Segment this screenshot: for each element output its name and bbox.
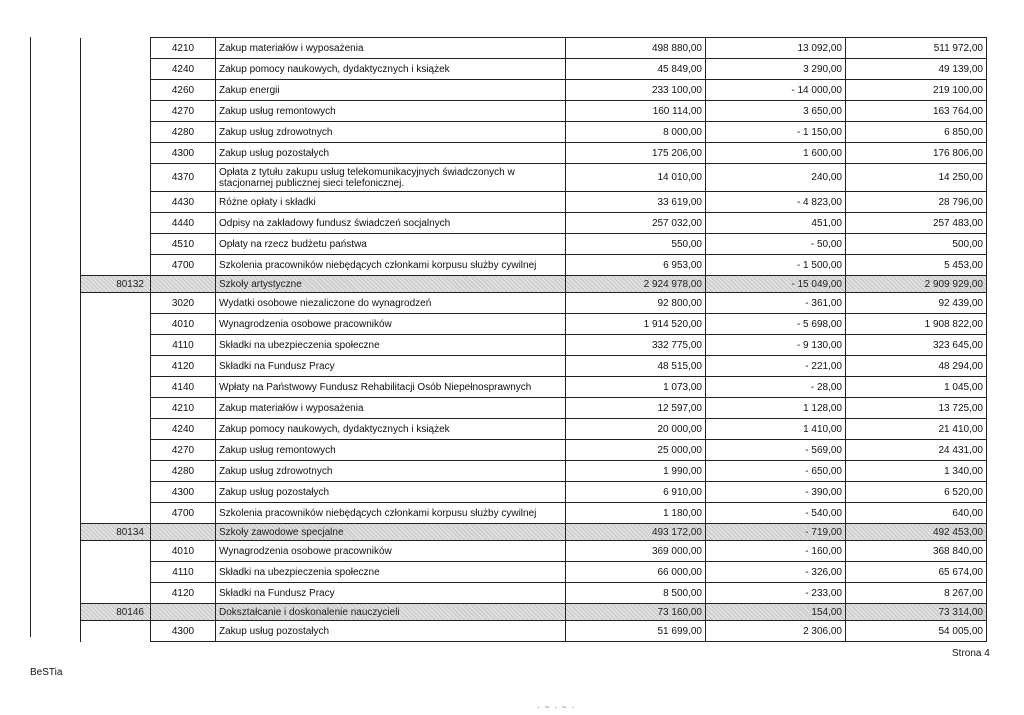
change-value: 1 410,00 — [706, 419, 846, 440]
after-change-value: 257 483,00 — [846, 213, 987, 234]
plan-value: 1 990,00 — [566, 461, 706, 482]
change-value: 451,00 — [706, 213, 846, 234]
paragraph-code: 4280 — [151, 461, 216, 482]
dzial-cell — [81, 293, 151, 314]
budget-table — [80, 37, 987, 642]
change-value: 240,00 — [706, 164, 846, 192]
change-value: - 160,00 — [706, 541, 846, 562]
dzial-cell — [81, 213, 151, 234]
table-row — [81, 255, 987, 276]
table-row — [81, 440, 987, 461]
section-after-value: 492 453,00 — [846, 524, 987, 541]
plan-value: 369 000,00 — [566, 541, 706, 562]
plan-value: 6 953,00 — [566, 255, 706, 276]
table-row — [81, 38, 987, 59]
plan-value: 12 597,00 — [566, 398, 706, 419]
dzial-cell — [81, 164, 151, 192]
table-row — [81, 234, 987, 255]
table-row — [81, 621, 987, 642]
change-value: - 569,00 — [706, 440, 846, 461]
section-row — [81, 276, 987, 293]
table-row — [81, 192, 987, 213]
item-name: Różne opłaty i składki — [216, 192, 566, 213]
table-row — [81, 377, 987, 398]
dzial-cell — [81, 143, 151, 164]
dzial-cell — [81, 101, 151, 122]
paragraph-code: 4110 — [151, 562, 216, 583]
section-par-empty — [151, 276, 216, 293]
dzial-cell — [81, 255, 151, 276]
paragraph-code: 4110 — [151, 335, 216, 356]
section-after-value: 73 314,00 — [846, 604, 987, 621]
paragraph-code: 4430 — [151, 192, 216, 213]
after-change-value: 1 908 822,00 — [846, 314, 987, 335]
after-change-value: 323 645,00 — [846, 335, 987, 356]
plan-value: 550,00 — [566, 234, 706, 255]
after-change-value: 163 764,00 — [846, 101, 987, 122]
change-value: - 650,00 — [706, 461, 846, 482]
change-value: 13 092,00 — [706, 38, 846, 59]
after-change-value: 21 410,00 — [846, 419, 987, 440]
change-value: - 14 000,00 — [706, 80, 846, 101]
change-value: 1 600,00 — [706, 143, 846, 164]
change-value: - 5 698,00 — [706, 314, 846, 335]
change-value: - 9 130,00 — [706, 335, 846, 356]
item-name: Szkolenia pracowników niebędących członkami korpusu służby cywilnej — [216, 255, 566, 276]
change-value: - 1 150,00 — [706, 122, 846, 143]
paragraph-code: 4120 — [151, 356, 216, 377]
dzial-cell — [81, 234, 151, 255]
plan-value: 48 515,00 — [566, 356, 706, 377]
dzial-cell — [81, 503, 151, 524]
plan-value: 92 800,00 — [566, 293, 706, 314]
footer-app-name: BeSTia — [30, 667, 63, 678]
dzial-cell — [81, 80, 151, 101]
change-value: - 390,00 — [706, 482, 846, 503]
paragraph-code: 4140 — [151, 377, 216, 398]
change-value: - 50,00 — [706, 234, 846, 255]
plan-value: 1 180,00 — [566, 503, 706, 524]
item-name: Opłata z tytułu zakupu usług telekomunikacyjnych świadczonych w stacjonarnej publicznej sieci telefonicznej. — [216, 164, 566, 192]
item-name: Zakup usług zdrowotnych — [216, 122, 566, 143]
dzial-cell — [81, 59, 151, 80]
item-name: Zakup usług zdrowotnych — [216, 461, 566, 482]
section-code: 80134 — [81, 524, 151, 541]
dzial-cell — [81, 583, 151, 604]
dzial-cell — [81, 356, 151, 377]
item-name: Zakup materiałów i wyposażenia — [216, 38, 566, 59]
dzial-cell — [81, 377, 151, 398]
item-name: Opłaty na rzecz budżetu państwa — [216, 234, 566, 255]
plan-value: 257 032,00 — [566, 213, 706, 234]
table-row — [81, 80, 987, 101]
dzial-cell — [81, 482, 151, 503]
change-value: - 1 500,00 — [706, 255, 846, 276]
after-change-value: 92 439,00 — [846, 293, 987, 314]
section-par-empty — [151, 524, 216, 541]
change-value: - 361,00 — [706, 293, 846, 314]
after-change-value: 176 806,00 — [846, 143, 987, 164]
left-margin-line — [30, 37, 31, 637]
table-row — [81, 122, 987, 143]
after-change-value: 6 850,00 — [846, 122, 987, 143]
paragraph-code: 4270 — [151, 101, 216, 122]
section-plan-value: 2 924 978,00 — [566, 276, 706, 293]
paragraph-code: 4300 — [151, 621, 216, 642]
plan-value: 25 000,00 — [566, 440, 706, 461]
after-change-value: 219 100,00 — [846, 80, 987, 101]
item-name: Zakup usług pozostałych — [216, 143, 566, 164]
paragraph-code: 4510 — [151, 234, 216, 255]
plan-value: 33 619,00 — [566, 192, 706, 213]
plan-value: 160 114,00 — [566, 101, 706, 122]
after-change-value: 368 840,00 — [846, 541, 987, 562]
after-change-value: 5 453,00 — [846, 255, 987, 276]
table-row — [81, 398, 987, 419]
table-row — [81, 335, 987, 356]
item-name: Wpłaty na Państwowy Fundusz Rehabilitacji Osób Niepełnosprawnych — [216, 377, 566, 398]
footer-page-number: Strona 4 — [952, 648, 990, 659]
table-row — [81, 213, 987, 234]
plan-value: 175 206,00 — [566, 143, 706, 164]
change-value: - 540,00 — [706, 503, 846, 524]
item-name: Zakup pomocy naukowych, dydaktycznych i książek — [216, 59, 566, 80]
item-name: Wynagrodzenia osobowe pracowników — [216, 541, 566, 562]
paragraph-code: 4270 — [151, 440, 216, 461]
after-change-value: 500,00 — [846, 234, 987, 255]
plan-value: 498 880,00 — [566, 38, 706, 59]
section-par-empty — [151, 604, 216, 621]
table-row — [81, 164, 987, 192]
section-code: 80132 — [81, 276, 151, 293]
after-change-value: 14 250,00 — [846, 164, 987, 192]
after-change-value: 65 674,00 — [846, 562, 987, 583]
paragraph-code: 4700 — [151, 503, 216, 524]
after-change-value: 28 796,00 — [846, 192, 987, 213]
section-name: Dokształcanie i doskonalenie nauczycieli — [216, 604, 566, 621]
budget-table-body — [81, 38, 987, 642]
item-name: Zakup materiałów i wyposażenia — [216, 398, 566, 419]
section-plan-value: 493 172,00 — [566, 524, 706, 541]
after-change-value: 6 520,00 — [846, 482, 987, 503]
paragraph-code: 4300 — [151, 482, 216, 503]
dzial-cell — [81, 562, 151, 583]
after-change-value: 54 005,00 — [846, 621, 987, 642]
plan-value: 8 000,00 — [566, 122, 706, 143]
table-row — [81, 293, 987, 314]
paragraph-code: 4240 — [151, 419, 216, 440]
plan-value: 51 699,00 — [566, 621, 706, 642]
plan-value: 20 000,00 — [566, 419, 706, 440]
after-change-value: 13 725,00 — [846, 398, 987, 419]
paragraph-code: 4120 — [151, 583, 216, 604]
paragraph-code: 4260 — [151, 80, 216, 101]
dzial-cell — [81, 621, 151, 642]
dzial-cell — [81, 38, 151, 59]
dzial-cell — [81, 314, 151, 335]
paragraph-code: 4010 — [151, 314, 216, 335]
item-name: Wydatki osobowe niezaliczone do wynagrodzeń — [216, 293, 566, 314]
paragraph-code: 4210 — [151, 398, 216, 419]
after-change-value: 640,00 — [846, 503, 987, 524]
table-row — [81, 583, 987, 604]
dzial-cell — [81, 461, 151, 482]
paragraph-code: 4440 — [151, 213, 216, 234]
section-row — [81, 604, 987, 621]
table-row — [81, 314, 987, 335]
table-row — [81, 503, 987, 524]
item-name: Odpisy na zakładowy fundusz świadczeń socjalnych — [216, 213, 566, 234]
plan-value: 14 010,00 — [566, 164, 706, 192]
table-row — [81, 482, 987, 503]
plan-value: 8 500,00 — [566, 583, 706, 604]
scan-artifact: · ~ · ~ · — [537, 702, 576, 712]
after-change-value: 49 139,00 — [846, 59, 987, 80]
plan-value: 233 100,00 — [566, 80, 706, 101]
table-row — [81, 541, 987, 562]
item-name: Składki na ubezpieczenia społeczne — [216, 335, 566, 356]
plan-value: 332 775,00 — [566, 335, 706, 356]
change-value: 3 650,00 — [706, 101, 846, 122]
change-value: - 28,00 — [706, 377, 846, 398]
after-change-value: 1 045,00 — [846, 377, 987, 398]
section-row — [81, 524, 987, 541]
plan-value: 6 910,00 — [566, 482, 706, 503]
section-change-value: 154,00 — [706, 604, 846, 621]
change-value: 3 290,00 — [706, 59, 846, 80]
item-name: Szkolenia pracowników niebędących członkami korpusu służby cywilnej — [216, 503, 566, 524]
table-row — [81, 101, 987, 122]
table-row — [81, 461, 987, 482]
item-name: Składki na Fundusz Pracy — [216, 356, 566, 377]
section-after-value: 2 909 929,00 — [846, 276, 987, 293]
plan-value: 45 849,00 — [566, 59, 706, 80]
dzial-cell — [81, 541, 151, 562]
table-row — [81, 59, 987, 80]
paragraph-code: 4370 — [151, 164, 216, 192]
item-name: Wynagrodzenia osobowe pracowników — [216, 314, 566, 335]
after-change-value: 24 431,00 — [846, 440, 987, 461]
section-change-value: - 15 049,00 — [706, 276, 846, 293]
dzial-cell — [81, 192, 151, 213]
table-row — [81, 419, 987, 440]
item-name: Zakup usług remontowych — [216, 101, 566, 122]
dzial-cell — [81, 440, 151, 461]
item-name: Zakup usług pozostałych — [216, 482, 566, 503]
item-name: Zakup usług remontowych — [216, 440, 566, 461]
plan-value: 66 000,00 — [566, 562, 706, 583]
after-change-value: 511 972,00 — [846, 38, 987, 59]
change-value: - 326,00 — [706, 562, 846, 583]
after-change-value: 48 294,00 — [846, 356, 987, 377]
dzial-cell — [81, 122, 151, 143]
dzial-cell — [81, 398, 151, 419]
change-value: - 233,00 — [706, 583, 846, 604]
change-value: - 4 823,00 — [706, 192, 846, 213]
section-name: Szkoły zawodowe specjalne — [216, 524, 566, 541]
item-name: Zakup usług pozostałych — [216, 621, 566, 642]
paragraph-code: 4700 — [151, 255, 216, 276]
change-value: 2 306,00 — [706, 621, 846, 642]
section-change-value: - 719,00 — [706, 524, 846, 541]
item-name: Zakup pomocy naukowych, dydaktycznych i książek — [216, 419, 566, 440]
after-change-value: 8 267,00 — [846, 583, 987, 604]
item-name: Zakup energii — [216, 80, 566, 101]
paragraph-code: 4300 — [151, 143, 216, 164]
paragraph-code: 4240 — [151, 59, 216, 80]
section-plan-value: 73 160,00 — [566, 604, 706, 621]
plan-value: 1 073,00 — [566, 377, 706, 398]
paragraph-code: 3020 — [151, 293, 216, 314]
table-row — [81, 356, 987, 377]
dzial-cell — [81, 335, 151, 356]
table-row — [81, 143, 987, 164]
paragraph-code: 4280 — [151, 122, 216, 143]
dzial-cell — [81, 419, 151, 440]
plan-value: 1 914 520,00 — [566, 314, 706, 335]
change-value: - 221,00 — [706, 356, 846, 377]
item-name: Składki na ubezpieczenia społeczne — [216, 562, 566, 583]
section-name: Szkoły artystyczne — [216, 276, 566, 293]
after-change-value: 1 340,00 — [846, 461, 987, 482]
table-row — [81, 562, 987, 583]
change-value: 1 128,00 — [706, 398, 846, 419]
section-code: 80146 — [81, 604, 151, 621]
paragraph-code: 4010 — [151, 541, 216, 562]
paragraph-code: 4210 — [151, 38, 216, 59]
item-name: Składki na Fundusz Pracy — [216, 583, 566, 604]
